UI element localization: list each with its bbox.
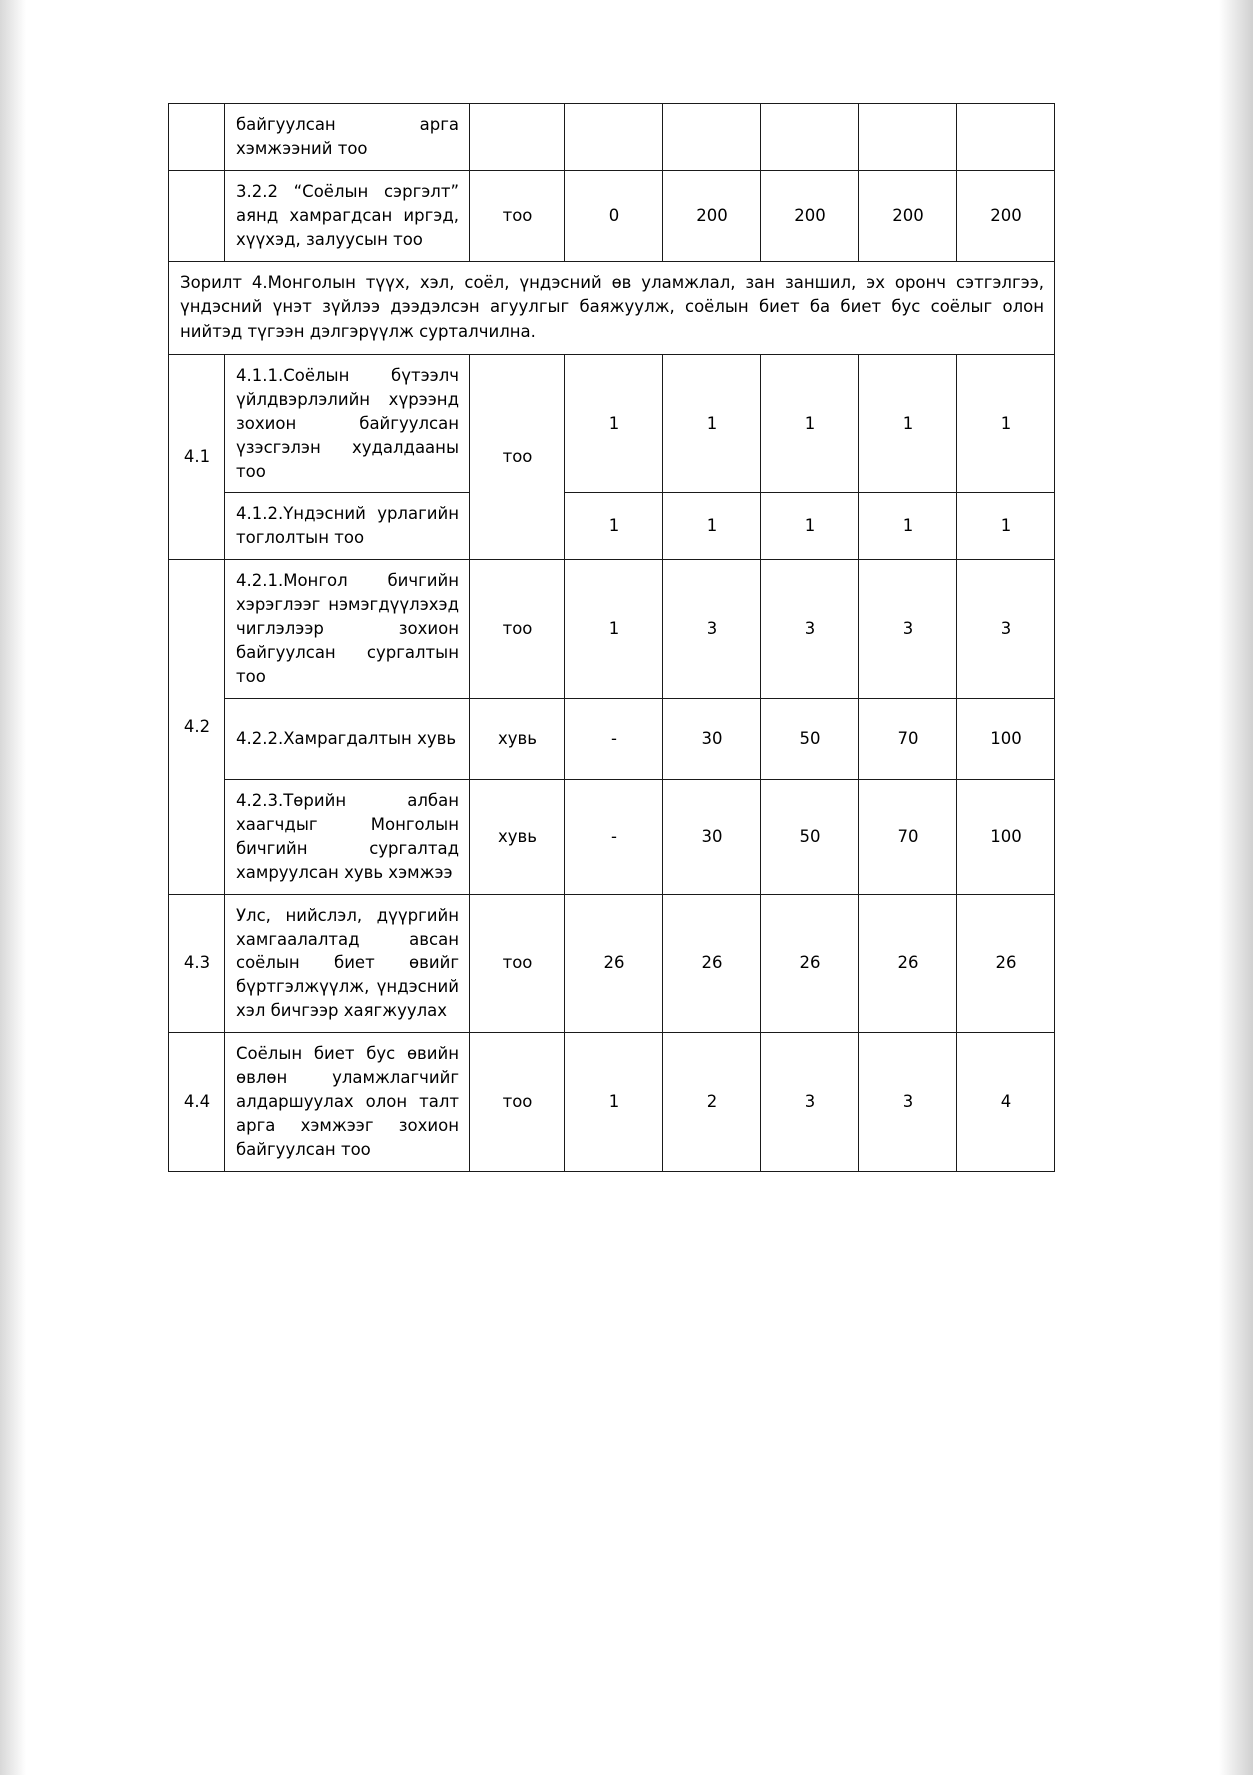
- row-indicator: 4.1.2.Үндэсний урлагийн тоглолтын тоо: [225, 493, 470, 560]
- row-value-2: 1: [761, 493, 859, 560]
- row-value-2: 26: [761, 894, 859, 1033]
- row-value-0: 0: [565, 170, 663, 261]
- row-value-4: 200: [957, 170, 1055, 261]
- row-value-0: -: [565, 779, 663, 894]
- row-indicator: 4.2.2.Хамрагдалтын хувь: [225, 698, 470, 779]
- table-row: [169, 894, 1055, 1033]
- row-value-2: 3: [761, 560, 859, 699]
- row-value-1: 2: [663, 1033, 761, 1172]
- row-value-2: [761, 104, 859, 171]
- row-indicator: 4.2.1.Монгол бичгийн хэрэглээг нэмэгдүүлэхэд чиглэлээр зохион байгуулсан сургалтын тоо: [225, 560, 470, 699]
- row-value-1: 1: [663, 493, 761, 560]
- row-value-2: 3: [761, 1033, 859, 1172]
- row-value-3: 3: [859, 560, 957, 699]
- row-value-0: [565, 104, 663, 171]
- row-value-4: 1: [957, 354, 1055, 493]
- row-value-2: 1: [761, 354, 859, 493]
- row-value-0: 1: [565, 354, 663, 493]
- table-row: [169, 1033, 1055, 1172]
- row-value-0: 1: [565, 493, 663, 560]
- row-value-4: 100: [957, 779, 1055, 894]
- row-value-1: [663, 104, 761, 171]
- row-value-4: 4: [957, 1033, 1055, 1172]
- row-value-3: 26: [859, 894, 957, 1033]
- row-value-4: 1: [957, 493, 1055, 560]
- row-unit: тоо: [470, 560, 565, 699]
- row-indicator: 4.2.3.Төрийн албан хаагчдыг Монголын бичгийн сургалтад хамруулсан хувь хэмжээ: [225, 779, 470, 894]
- row-value-3: [859, 104, 957, 171]
- row-value-3: 1: [859, 493, 957, 560]
- goal-statement-row: [169, 261, 1055, 354]
- row-value-1: 26: [663, 894, 761, 1033]
- row-unit: тоо: [470, 354, 565, 559]
- row-code: 4.2: [169, 560, 225, 894]
- row-indicator: 4.1.1.Соёлын бүтээлч үйлдвэрлэлийн хүрээнд зохион байгуулсан үзэсгэлэн худалдааны тоо: [225, 354, 470, 493]
- row-value-3: 70: [859, 779, 957, 894]
- row-code: [169, 170, 225, 261]
- table-row: [169, 354, 1055, 493]
- row-code: 4.4: [169, 1033, 225, 1172]
- row-value-4: 26: [957, 894, 1055, 1033]
- row-value-1: 200: [663, 170, 761, 261]
- row-value-4: [957, 104, 1055, 171]
- table-row: [169, 779, 1055, 894]
- table-row: [169, 170, 1055, 261]
- row-value-1: 1: [663, 354, 761, 493]
- row-value-1: 3: [663, 560, 761, 699]
- row-indicator: Улс, нийслэл, дүүргийн хамгаалалтад авсан соёлын биет өвийг бүртгэлжүүлж, үндэсний хэл бичгээр хаягжуулах: [225, 894, 470, 1033]
- row-value-0: 1: [565, 560, 663, 699]
- table-row: [169, 698, 1055, 779]
- indicator-table-wrapper: [168, 103, 1054, 1172]
- row-value-3: 1: [859, 354, 957, 493]
- row-value-4: 3: [957, 560, 1055, 699]
- row-unit: хувь: [470, 698, 565, 779]
- row-unit: тоо: [470, 1033, 565, 1172]
- row-code: 4.3: [169, 894, 225, 1033]
- row-indicator: байгуулсан арга хэмжээний тоо: [225, 104, 470, 171]
- table-row: [169, 493, 1055, 560]
- row-unit: тоо: [470, 170, 565, 261]
- row-value-3: 70: [859, 698, 957, 779]
- table-row: [169, 104, 1055, 171]
- row-value-3: 3: [859, 1033, 957, 1172]
- row-value-3: 200: [859, 170, 957, 261]
- table-row: [169, 560, 1055, 699]
- row-value-0: 1: [565, 1033, 663, 1172]
- row-value-2: 50: [761, 698, 859, 779]
- row-value-0: -: [565, 698, 663, 779]
- row-unit: хувь: [470, 779, 565, 894]
- row-value-2: 50: [761, 779, 859, 894]
- row-value-0: 26: [565, 894, 663, 1033]
- row-value-2: 200: [761, 170, 859, 261]
- row-value-1: 30: [663, 779, 761, 894]
- row-unit: [470, 104, 565, 171]
- row-indicator: 3.2.2 “Соёлын сэргэлт” аянд хамрагдсан иргэд, хүүхэд, залуусын тоо: [225, 170, 470, 261]
- row-value-4: 100: [957, 698, 1055, 779]
- row-code: [169, 104, 225, 171]
- row-value-1: 30: [663, 698, 761, 779]
- row-unit: тоо: [470, 894, 565, 1033]
- goal-statement-text: Зорилт 4.Монголын түүх, хэл, соёл, үндэсний өв уламжлал, зан заншил, эх оронч сэтгэлгээ, үндэсний үнэт зүйлээ дээдэлсэн агуулгыг баяжуулж, соёлын биет ба биет бус соёлыг олон нийтэд түгээн дэлгэрүүлж сурталчилна.: [169, 261, 1055, 354]
- row-indicator: Соёлын биет бус өвийн өвлөн уламжлагчийг алдаршуулах олон талт арга хэмжээг зохион байгуулсан тоо: [225, 1033, 470, 1172]
- row-code: 4.1: [169, 354, 225, 559]
- indicator-table: [168, 103, 1055, 1172]
